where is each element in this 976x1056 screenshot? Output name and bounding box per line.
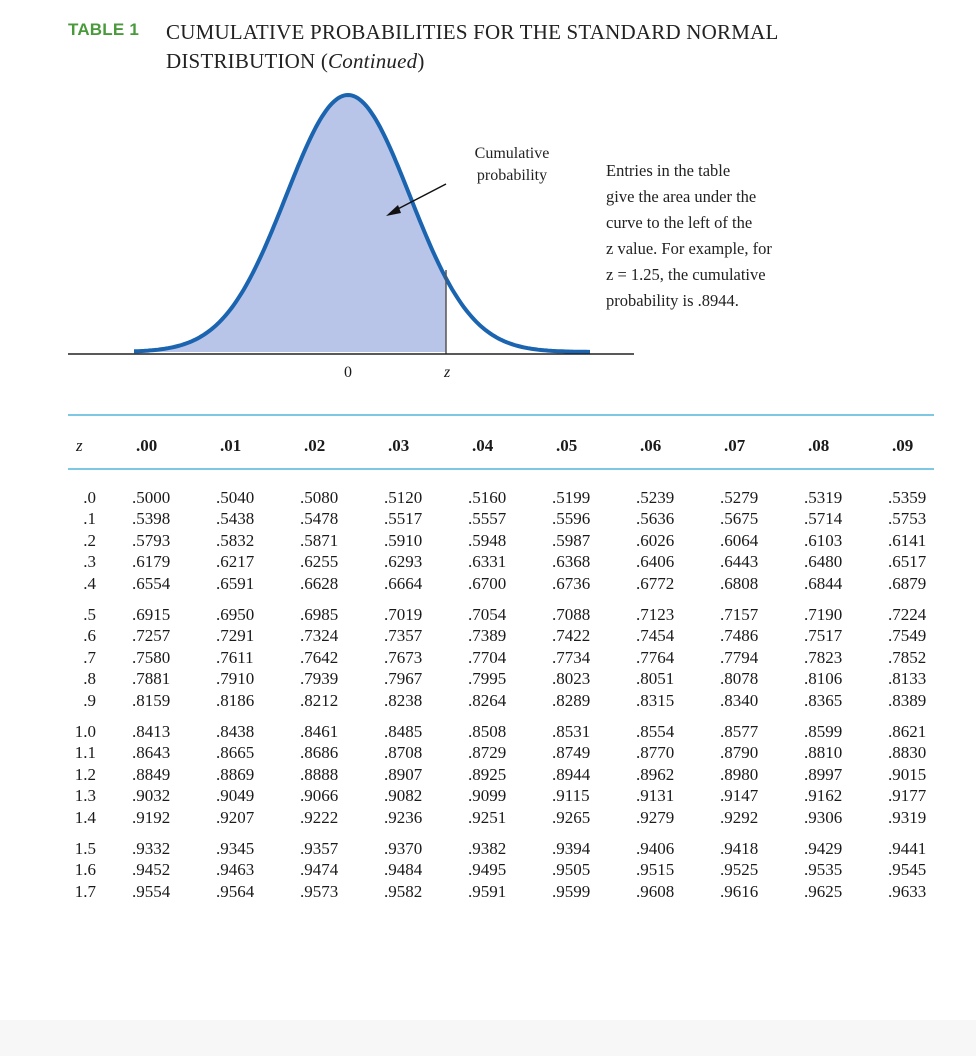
probability-cell: .6879 <box>888 573 927 593</box>
probability-cell: .8980 <box>720 764 759 784</box>
probability-cell: .7549 <box>888 626 927 646</box>
title-line-2-main: DISTRIBUTION ( <box>166 49 329 73</box>
probability-cell: .9192 <box>132 807 171 827</box>
probability-cell: .7190 <box>804 605 843 624</box>
probability-cell: .7673 <box>384 647 423 667</box>
probability-cell: .7642 <box>300 647 339 667</box>
table-row <box>68 509 934 531</box>
title-line-1: CUMULATIVE PROBABILITIES FOR THE STANDARD NORMAL <box>166 20 779 44</box>
probability-cell: .8133 <box>888 669 927 689</box>
z-column-header: z <box>76 436 83 455</box>
probability-cell: .8749 <box>552 743 591 763</box>
table-row <box>68 765 934 787</box>
probability-cell: .6217 <box>216 552 255 572</box>
probability-cell: .9345 <box>216 839 255 858</box>
probability-cell: .7580 <box>132 647 171 667</box>
probability-cell: .6664 <box>384 573 423 593</box>
probability-cell: .6406 <box>636 552 675 572</box>
probability-cell: .7939 <box>300 669 339 689</box>
description-line: give the area under the <box>606 187 757 206</box>
probability-cell: .8051 <box>636 669 675 689</box>
probability-cell: .9147 <box>720 786 759 806</box>
probability-cell: .6517 <box>888 552 927 572</box>
table-label: TABLE 1 <box>68 20 139 39</box>
column-header: .03 <box>388 436 410 455</box>
probability-cell: .8770 <box>636 743 675 763</box>
probability-cell: .5160 <box>468 488 507 507</box>
callout-line-1: Cumulative <box>474 145 550 162</box>
probability-cell: .5636 <box>636 509 675 529</box>
probability-cell: .9162 <box>804 786 843 806</box>
probability-cell: .7881 <box>132 669 171 689</box>
probability-cell: .9292 <box>720 807 759 827</box>
probability-cell: .6368 <box>552 552 591 572</box>
column-header: .00 <box>136 436 158 455</box>
probability-cell: .6736 <box>552 573 591 593</box>
probability-cell: .7224 <box>888 605 927 624</box>
probability-cell: .8925 <box>468 764 507 784</box>
probability-cell: .9599 <box>552 881 591 901</box>
table-row <box>68 669 934 691</box>
probability-cell: .5040 <box>216 488 255 507</box>
probability-cell: .7611 <box>216 647 254 667</box>
probability-cell: .8599 <box>804 722 843 741</box>
probability-cell: .9406 <box>636 839 675 858</box>
probability-cell: .7486 <box>720 626 759 646</box>
probability-cell: .9545 <box>888 860 927 880</box>
probability-cell: .5120 <box>384 488 423 507</box>
probability-cell: .8438 <box>216 722 255 741</box>
probability-cell: .8106 <box>804 669 843 689</box>
z-value: .2 <box>83 530 96 550</box>
probability-cell: .8790 <box>720 743 759 763</box>
probability-cell: .7852 <box>888 647 927 667</box>
probability-cell: .9236 <box>384 807 423 827</box>
probability-cell: .6554 <box>132 573 171 593</box>
probability-cell: .9015 <box>888 764 927 784</box>
probability-cell: .8554 <box>636 722 675 741</box>
probability-cell: .5398 <box>132 509 171 529</box>
probability-cell: .9429 <box>804 839 843 858</box>
probability-cell: .6772 <box>636 573 675 593</box>
z-value: .9 <box>83 690 96 710</box>
probability-cell: .6700 <box>468 573 507 593</box>
table-row <box>68 860 934 882</box>
table-row <box>68 626 934 648</box>
bottom-fade-bar <box>0 1020 976 1056</box>
column-header: .05 <box>556 436 578 455</box>
probability-cell: .9279 <box>636 807 675 827</box>
description-line: z value. For example, for <box>606 239 772 258</box>
probability-cell: .6480 <box>804 552 843 572</box>
probability-cell: .6443 <box>720 552 759 572</box>
probability-cell: .5910 <box>384 530 423 550</box>
probability-cell: .9591 <box>468 881 507 901</box>
probability-cell: .9573 <box>300 881 339 901</box>
probability-cell: .9394 <box>552 839 591 858</box>
probability-cell: .5675 <box>720 509 759 529</box>
probability-cell: .7764 <box>636 647 675 667</box>
probability-cell: .9535 <box>804 860 843 880</box>
probability-cell: .9564 <box>216 881 255 901</box>
probability-cell: .8643 <box>132 743 171 763</box>
probability-cell: .9441 <box>888 839 927 858</box>
probability-cell: .5987 <box>552 530 591 550</box>
probability-cell: .5948 <box>468 530 507 550</box>
probability-cell: .9049 <box>216 786 255 806</box>
probability-cell: .7517 <box>804 626 843 646</box>
probability-cell: .6026 <box>636 530 675 550</box>
probability-cell: .8315 <box>636 690 675 710</box>
z-value: 1.7 <box>74 881 96 901</box>
table-row <box>68 839 934 861</box>
probability-cell: .9115 <box>552 786 590 806</box>
column-header: .01 <box>220 436 242 455</box>
probability-cell: .9222 <box>300 807 339 827</box>
column-header-row <box>68 436 934 460</box>
probability-cell: .7157 <box>720 605 759 624</box>
probability-cell: .8729 <box>468 743 507 763</box>
callout-line-2: probability <box>476 167 548 184</box>
probability-cell: .9265 <box>552 807 591 827</box>
probability-cell: .6179 <box>132 552 171 572</box>
normal-curve-figure <box>0 0 976 410</box>
z-value: 1.2 <box>74 764 96 784</box>
table-row <box>68 531 934 553</box>
probability-cell: .9418 <box>720 839 759 858</box>
probability-cell: .5359 <box>888 488 927 507</box>
probability-cell: .8461 <box>300 722 339 741</box>
probability-cell: .8888 <box>300 764 339 784</box>
probability-cell: .7704 <box>468 647 507 667</box>
probability-cell: .8708 <box>384 743 423 763</box>
probability-cell: .8621 <box>888 722 927 741</box>
probability-cell: .5319 <box>804 488 843 507</box>
probability-cell: .9207 <box>216 807 255 827</box>
probability-cell: .9131 <box>636 786 675 806</box>
probability-cell: .6950 <box>216 605 255 624</box>
probability-cell: .8365 <box>804 690 843 710</box>
probability-cell: .5080 <box>300 488 339 507</box>
probability-cell: .9633 <box>888 881 927 901</box>
probability-cell: .6808 <box>720 573 759 593</box>
probability-cell: .8665 <box>216 743 255 763</box>
probability-cell: .8264 <box>468 690 507 710</box>
z-value: 1.4 <box>74 807 96 827</box>
table-row <box>68 743 934 765</box>
probability-cell: .8810 <box>804 743 843 763</box>
z-value: 1.1 <box>74 743 96 763</box>
probability-cell: .8531 <box>552 722 591 741</box>
z-value: 1.0 <box>74 722 96 741</box>
probability-cell: .7324 <box>300 626 339 646</box>
probability-cell: .8907 <box>384 764 423 784</box>
probability-cell: .7257 <box>132 626 171 646</box>
probability-cell: .6591 <box>216 573 255 593</box>
probability-cell: .9582 <box>384 881 423 901</box>
probability-cell: .7794 <box>720 647 759 667</box>
probability-cell: .8389 <box>888 690 927 710</box>
table-row <box>68 648 934 670</box>
probability-cell: .5000 <box>132 488 171 507</box>
probability-cell: .6331 <box>468 552 507 572</box>
table-row <box>68 722 934 744</box>
probability-cell: .6255 <box>300 552 339 572</box>
table-header-rule <box>68 468 934 470</box>
description-line: Entries in the table <box>606 161 731 180</box>
probability-cell: .8686 <box>300 743 339 763</box>
probability-cell: .6103 <box>804 530 843 550</box>
probability-cell: .9484 <box>384 860 423 880</box>
z-value: 1.6 <box>74 860 96 880</box>
title-continued: Continued <box>328 49 418 73</box>
probability-cell: .8485 <box>384 722 423 741</box>
probability-cell: .5438 <box>216 509 255 529</box>
probability-cell: .7734 <box>552 647 591 667</box>
probability-cell: .8186 <box>216 690 255 710</box>
z-value: 1.5 <box>74 839 96 858</box>
probability-cell: .8238 <box>384 690 423 710</box>
probability-cell: .8869 <box>216 764 255 784</box>
description-line: z = 1.25, the cumulative <box>606 265 766 284</box>
probability-cell: .8340 <box>720 690 759 710</box>
probability-cell: .8830 <box>888 743 927 763</box>
probability-cell: .5557 <box>468 509 507 529</box>
table-row <box>68 691 934 713</box>
column-header: .06 <box>640 436 662 455</box>
table-row <box>68 605 934 627</box>
axis-zero-label: 0 <box>344 364 352 381</box>
probability-cell: .8289 <box>552 690 591 710</box>
probability-cell: .9177 <box>888 786 927 806</box>
table-row <box>68 808 934 830</box>
probability-cell: .9505 <box>552 860 591 880</box>
probability-cell: .7910 <box>216 669 255 689</box>
probability-cell: .7995 <box>468 669 507 689</box>
probability-cell: .8023 <box>552 669 591 689</box>
probability-cell: .7291 <box>216 626 255 646</box>
probability-cell: .9608 <box>636 881 675 901</box>
cumulative-area <box>134 95 446 352</box>
probability-cell: .9357 <box>300 839 339 858</box>
probability-cell: .8212 <box>300 690 339 710</box>
z-value: .6 <box>83 626 96 646</box>
probability-cell: .9319 <box>888 807 927 827</box>
probability-cell: .8159 <box>132 690 171 710</box>
probability-cell: .5832 <box>216 530 255 550</box>
z-value: 1.3 <box>74 786 96 806</box>
probability-cell: .9554 <box>132 881 171 901</box>
probability-cell: .8962 <box>636 764 675 784</box>
probability-cell: .7454 <box>636 626 675 646</box>
cumulative-probability-callout <box>452 143 572 187</box>
probability-cell: .9463 <box>216 860 255 880</box>
probability-cell: .9251 <box>468 807 507 827</box>
probability-cell: .5199 <box>552 488 591 507</box>
probability-cell: .7389 <box>468 626 507 646</box>
probability-cell: .8078 <box>720 669 759 689</box>
z-value: .8 <box>83 669 96 689</box>
column-header: .04 <box>472 436 494 455</box>
probability-cell: .8413 <box>132 722 171 741</box>
probability-cell: .6915 <box>132 605 171 624</box>
z-value: .7 <box>83 647 96 667</box>
probability-cell: .6064 <box>720 530 759 550</box>
column-header: .08 <box>808 436 830 455</box>
probability-cell: .6141 <box>888 530 927 550</box>
probability-cell: .5279 <box>720 488 759 507</box>
title-line-2-end: ) <box>417 49 425 73</box>
probability-cell: .9082 <box>384 786 423 806</box>
description-line: probability is .8944. <box>606 291 739 310</box>
z-value: .0 <box>83 488 96 507</box>
probability-cell: .5596 <box>552 509 591 529</box>
probability-cell: .9525 <box>720 860 759 880</box>
probability-cell: .9474 <box>300 860 339 880</box>
axis-z-label: z <box>444 364 451 381</box>
probability-cell: .7422 <box>552 626 591 646</box>
probability-cell: .8577 <box>720 722 759 741</box>
probability-cell: .5793 <box>132 530 171 550</box>
description-line: curve to the left of the <box>606 213 753 232</box>
probability-cell: .9625 <box>804 881 843 901</box>
probability-cell: .9332 <box>132 839 171 858</box>
probability-cell: .9495 <box>468 860 507 880</box>
probability-cell: .5478 <box>300 509 339 529</box>
probability-cell: .9099 <box>468 786 507 806</box>
probability-cell: .5753 <box>888 509 927 529</box>
probability-cell: .9370 <box>384 839 423 858</box>
probability-cell: .8997 <box>804 764 843 784</box>
z-value: .4 <box>83 573 96 593</box>
column-header: .02 <box>304 436 326 455</box>
column-header: .09 <box>892 436 914 455</box>
probability-cell: .6293 <box>384 552 423 572</box>
probability-cell: .7967 <box>384 669 423 689</box>
probability-cell: .8944 <box>552 764 591 784</box>
probability-cell: .7019 <box>384 605 423 624</box>
probability-cell: .9616 <box>720 881 759 901</box>
probability-cell: .6844 <box>804 573 843 593</box>
probability-cell: .9306 <box>804 807 843 827</box>
probability-cell: .6628 <box>300 573 339 593</box>
probability-cell: .8849 <box>132 764 171 784</box>
table-row <box>68 574 934 596</box>
probability-cell: .9032 <box>132 786 171 806</box>
probability-cell: .7054 <box>468 605 507 624</box>
probability-cell: .8508 <box>468 722 507 741</box>
table-row <box>68 882 934 904</box>
probability-cell: .7088 <box>552 605 591 624</box>
probability-cell: .5239 <box>636 488 675 507</box>
probability-cell: .9066 <box>300 786 339 806</box>
z-value: .3 <box>83 552 96 572</box>
probability-cell: .9452 <box>132 860 171 880</box>
probability-cell: .7123 <box>636 605 675 624</box>
table-description <box>606 158 846 314</box>
z-value: .1 <box>83 509 96 529</box>
probability-cell: .7357 <box>384 626 423 646</box>
table-top-rule <box>68 414 934 416</box>
table-row <box>68 488 934 510</box>
probability-cell: .5517 <box>384 509 423 529</box>
probability-cell: .9382 <box>468 839 507 858</box>
column-header: .07 <box>724 436 746 455</box>
probability-cell: .5871 <box>300 530 339 550</box>
probability-cell: .6985 <box>300 605 339 624</box>
z-value: .5 <box>83 605 96 624</box>
probability-cell: .7823 <box>804 647 843 667</box>
probability-cell: .5714 <box>804 509 843 529</box>
table-row <box>68 552 934 574</box>
table-row <box>68 786 934 808</box>
probability-cell: .9515 <box>636 860 675 880</box>
